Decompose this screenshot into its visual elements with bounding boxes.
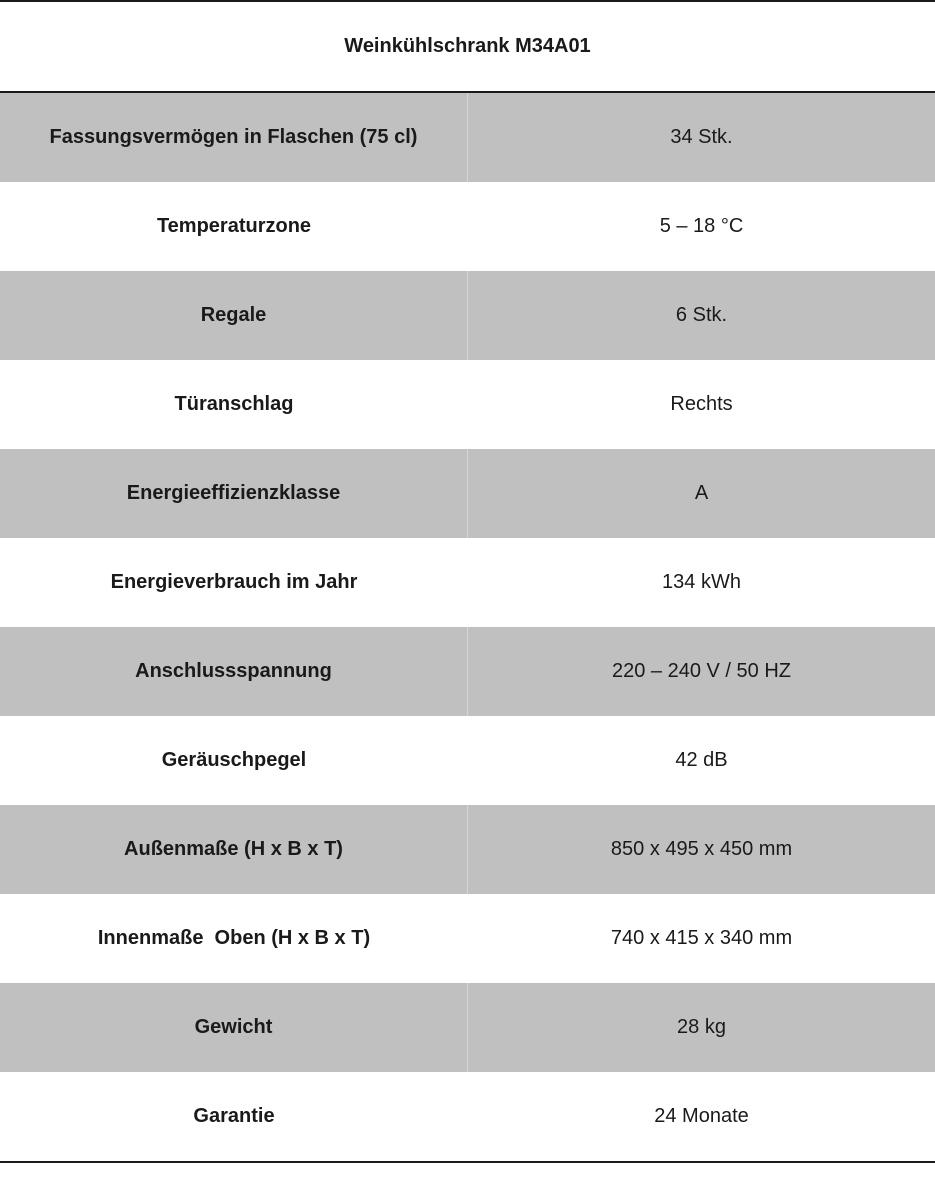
row-label: Gewicht [0,983,468,1072]
row-value: Rechts [670,393,733,415]
row-label: Türanschlag [174,393,294,415]
row-value: 134 kWh [662,571,741,593]
table-row [0,1072,935,1161]
row-label: Temperaturzone [156,215,312,237]
row-value: 28 kg [468,983,935,1072]
table-row [0,360,935,449]
table-row [0,805,935,894]
row-label: Innenmaße Oben (H x B x T) [97,927,371,949]
row-value: 850 x 495 x 450 mm [468,805,935,894]
row-label: Außenmaße (H x B x T) [0,805,468,894]
row-label: Fassungsvermögen in Flaschen (75 cl) [0,93,468,182]
bottom-rule [0,1161,935,1163]
table-row [0,538,935,627]
table-row [0,716,935,805]
table-row [0,449,935,538]
row-value: A [468,449,935,538]
row-label: Regale [0,271,468,360]
row-value: 5 – 18 °C [659,215,744,237]
table-row [0,93,935,182]
table-title: Weinkühlschrank M34A01 [344,35,591,57]
table-row [0,627,935,716]
table-row [0,894,935,983]
row-value: 740 x 415 x 340 mm [610,927,793,949]
row-label: Garantie [193,1105,275,1127]
row-value: 24 Monate [654,1105,749,1127]
table-row [0,983,935,1072]
row-value: 34 Stk. [468,93,935,182]
row-label: Geräuschpegel [161,749,307,771]
row-value: 220 – 240 V / 50 HZ [468,627,935,716]
table-row [0,271,935,360]
row-value: 6 Stk. [468,271,935,360]
row-value: 42 dB [675,749,728,771]
table-row [0,182,935,271]
row-label: Energieverbrauch im Jahr [110,571,358,593]
row-label: Energieeffizienzklasse [0,449,468,538]
row-label: Anschlussspannung [0,627,468,716]
